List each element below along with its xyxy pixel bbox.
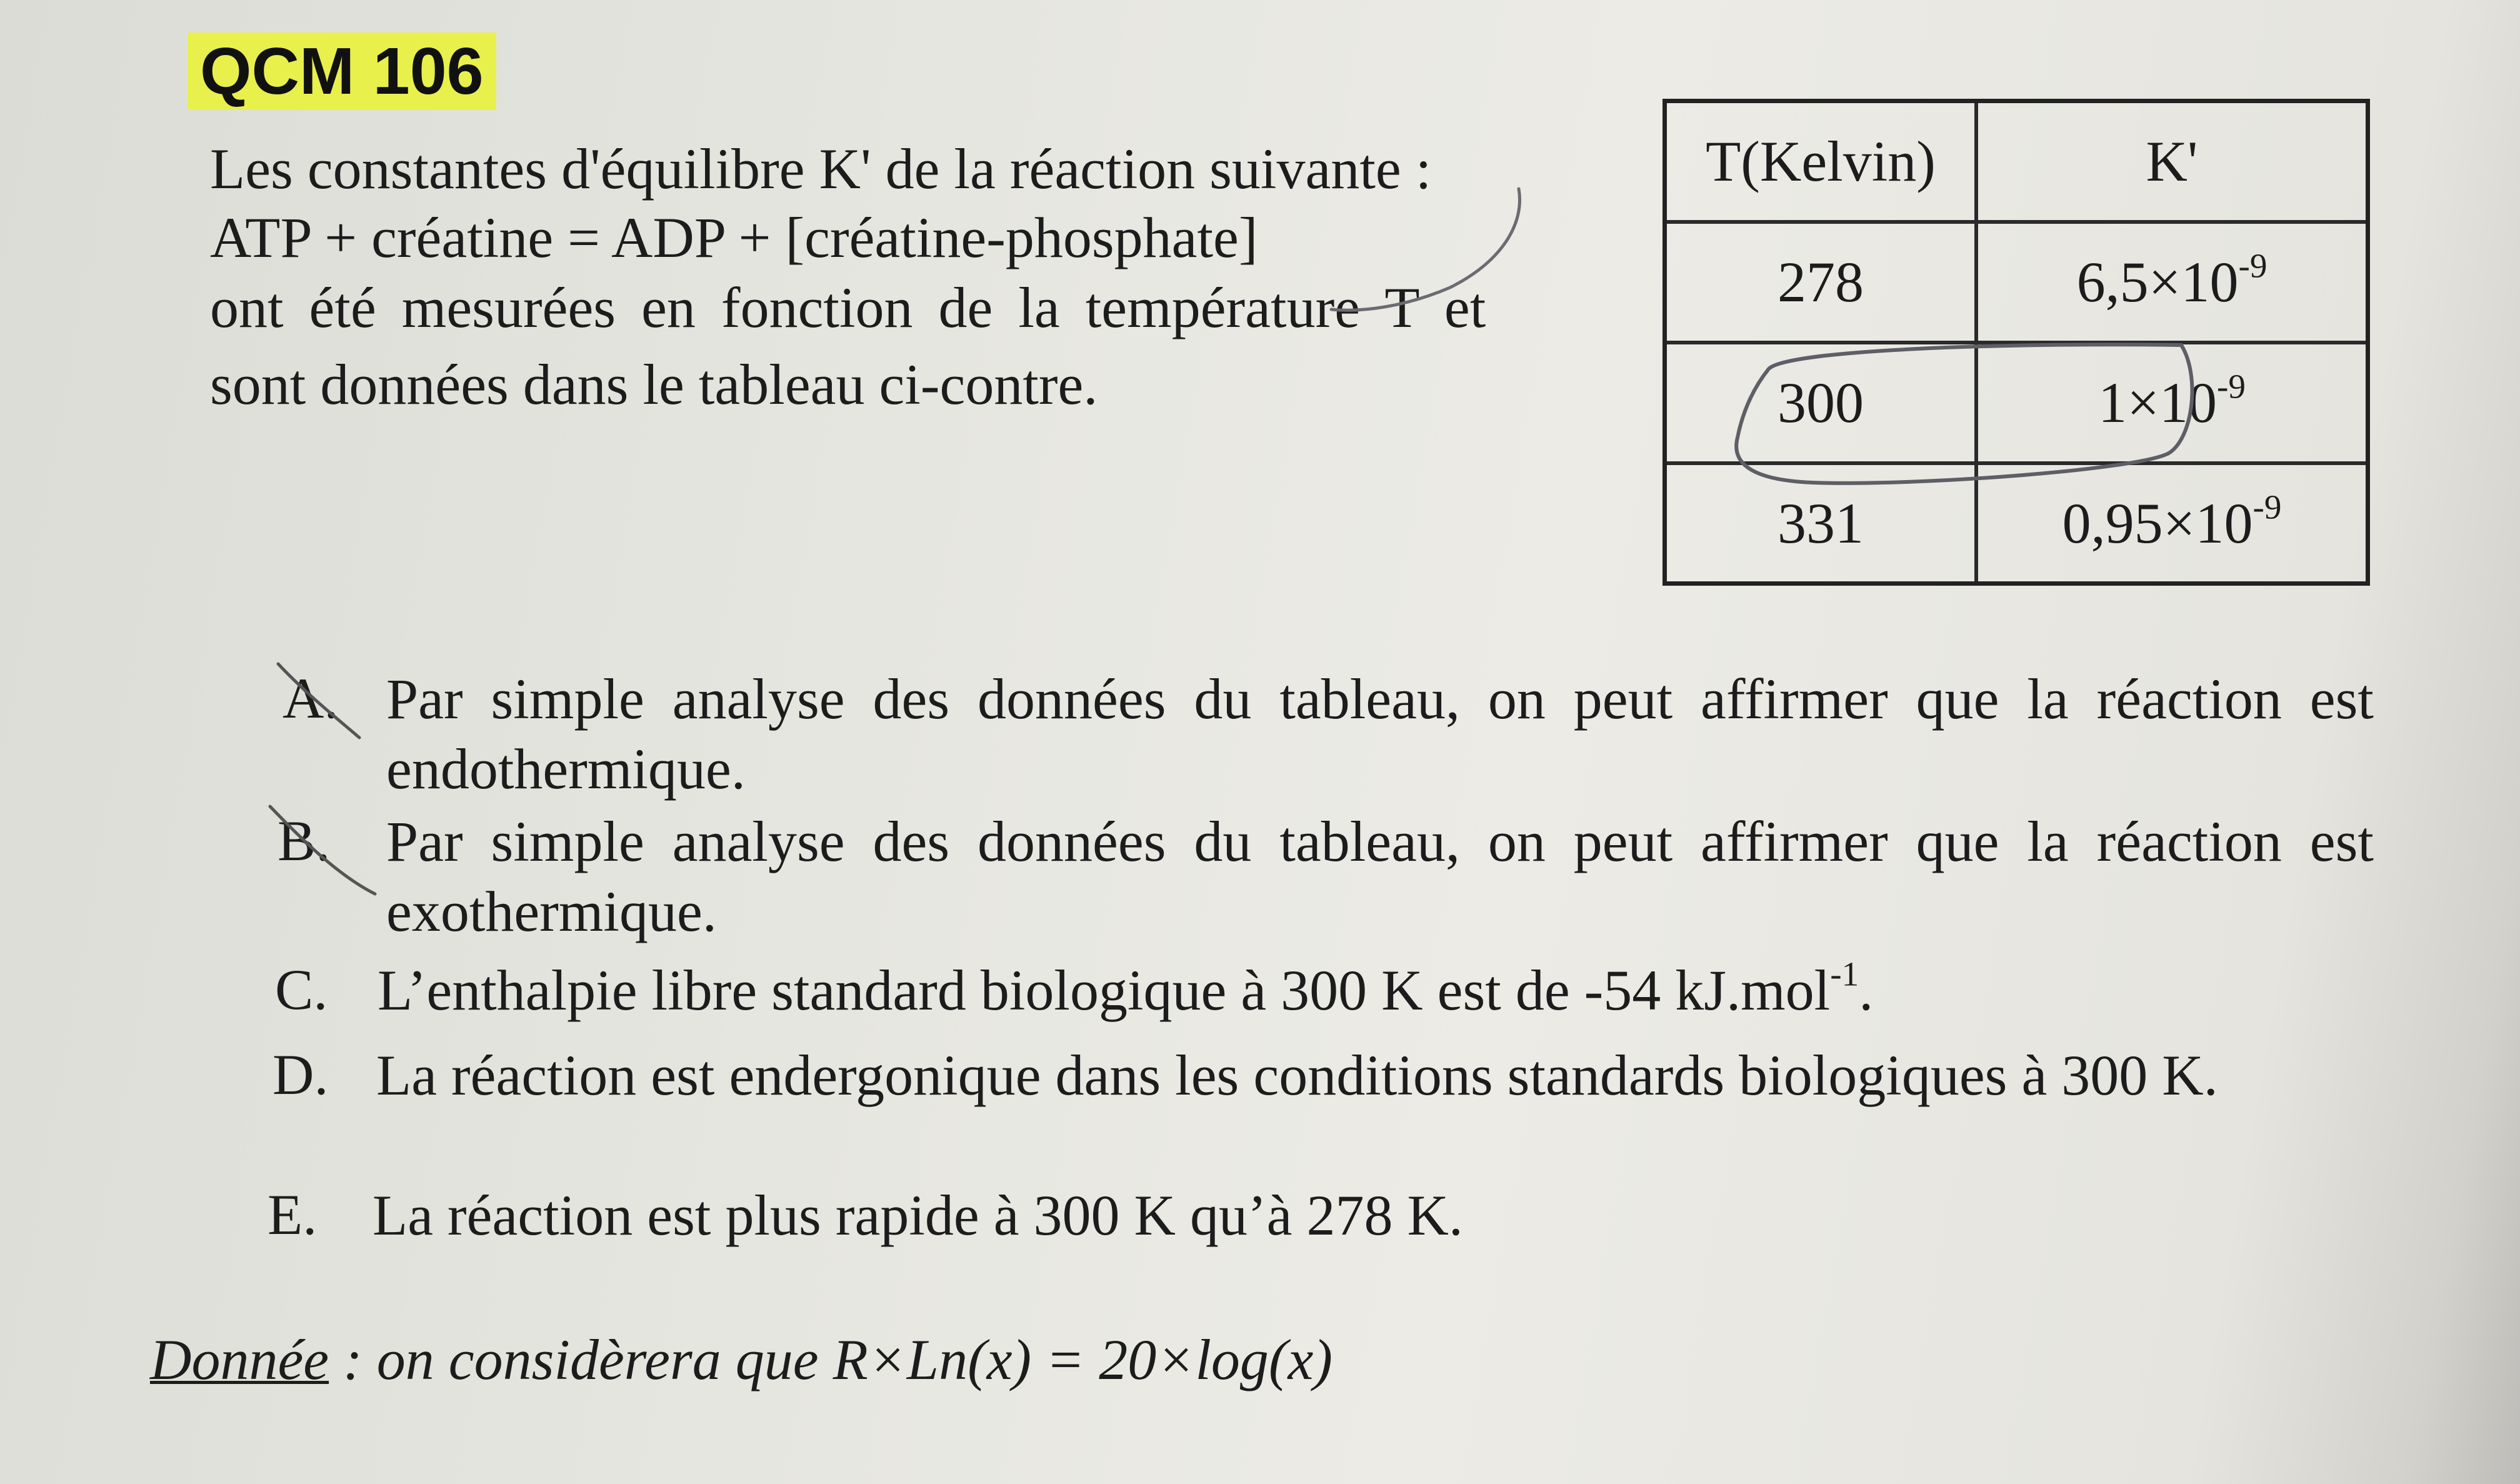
table-header-temperature: T(Kelvin) bbox=[1665, 101, 1977, 222]
footer-equation: R×Ln(x) = 20×log(x) bbox=[832, 1328, 1333, 1391]
option-b-text[interactable]: Par simple analyse des données du tableau, on peut affirmer que la réaction est exothermique. bbox=[386, 810, 2374, 943]
option-b-letter[interactable]: B. bbox=[278, 809, 331, 873]
option-d-letter[interactable]: D. bbox=[272, 1043, 329, 1106]
option-c-exponent: -1 bbox=[1830, 955, 1859, 993]
pen-circle-mark bbox=[1736, 344, 2192, 483]
option-c-end: . bbox=[1859, 958, 1874, 1022]
pen-tick-b bbox=[270, 806, 375, 894]
k-exponent: -9 bbox=[2238, 246, 2268, 285]
k-mantissa: 0,95×10 bbox=[2062, 491, 2253, 555]
table-cell-temperature: 300 bbox=[1665, 343, 1977, 463]
table-cell-temperature: 331 bbox=[1665, 463, 1977, 584]
option-a-letter[interactable]: A. bbox=[282, 666, 339, 730]
k-exponent: -9 bbox=[2252, 488, 2282, 526]
table-header-k: K' bbox=[1976, 101, 2368, 222]
k-mantissa: 6,5×10 bbox=[2076, 250, 2239, 314]
option-c-main: L’enthalpie libre standard biologique à 300 K est de -54 kJ.mol bbox=[378, 958, 1831, 1022]
option-d-text[interactable]: La réaction est endergonique dans les conditions standards biologiques à 300 K. bbox=[376, 1043, 2218, 1107]
table-cell-temperature: 278 bbox=[1665, 222, 1977, 343]
option-a-text[interactable]: Par simple analyse des données du tableau, on peut affirmer que la réaction est endothermique. bbox=[386, 667, 2374, 801]
option-e-text[interactable]: La réaction est plus rapide à 300 K qu’à 278 K. bbox=[372, 1183, 1463, 1247]
pen-tick-a bbox=[278, 664, 359, 738]
intro-line-1: Les constantes d'équilibre K' de la réaction suivante : bbox=[210, 137, 1432, 201]
option-c-letter[interactable]: C. bbox=[275, 958, 328, 1021]
question-title: QCM 106 bbox=[188, 33, 496, 110]
option-e-letter[interactable]: E. bbox=[268, 1183, 318, 1246]
intro-line-4: sont données dans le tableau ci-contre. bbox=[210, 353, 1098, 416]
footer-text: : on considèrera que bbox=[329, 1328, 833, 1391]
footer-label: Donnée bbox=[150, 1328, 329, 1391]
k-exponent: -9 bbox=[2216, 367, 2246, 406]
intro-line-2: ATP + créatine = ADP + [créatine-phosphate] bbox=[210, 206, 1258, 269]
k-mantissa: 1×10 bbox=[2098, 371, 2217, 434]
intro-line-3: ont été mesurées en fonction de la température T et bbox=[210, 276, 1486, 339]
pen-underline-mark bbox=[1331, 189, 1520, 310]
